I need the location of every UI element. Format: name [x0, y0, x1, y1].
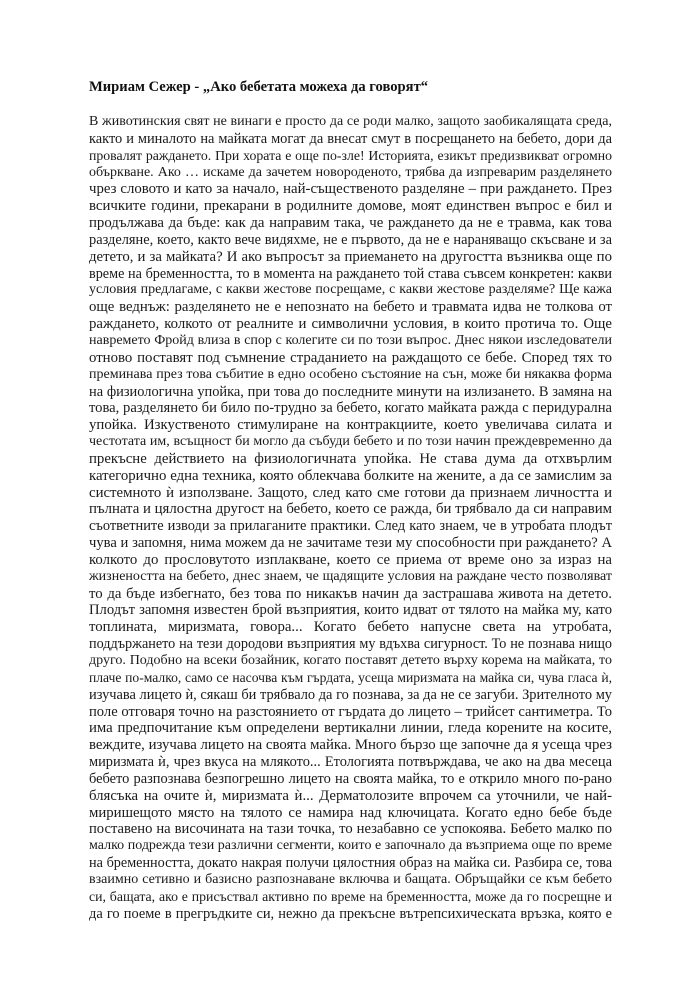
body-text-line: има предпочитание към определени вертикални линии, гледа корените на косите, — [89, 720, 612, 737]
body-text-line: си, бащата, ако е присъствал активно по време на бременността, може да го посрещне и — [89, 888, 612, 904]
body-text-line: Плодът запомня известен брой възприятия, които идват от тялото на майка му, като — [89, 602, 612, 619]
body-text-line: пълната и цялостна другост на бебето, което се ражда, би трябвало да си направим — [89, 501, 612, 518]
body-text-line: веждите, изучава лицето на своята майка. Много бързо ще започне да я усеща чрез — [89, 737, 612, 754]
body-text-line: това, разделянето би било по-трудно за бебето, когато майката ражда с перидурална — [89, 400, 612, 417]
body-text-line: объркване. Ако … искаме да зачетем новороденото, трябва да изпреварим разделянето — [89, 164, 612, 180]
body-text-line: на бременността, докато накрая получи цялостния образ на майка си. Разбира се, това — [89, 855, 612, 872]
body-text-line: миришещото място на тялото се намира над ключицата. Когато едно бебе бъде — [89, 804, 612, 821]
body-text-line: жизнеността на бебето, днес знаем, че щадящите условия на раждане често позволяват — [89, 568, 612, 584]
body-text-line: поле отговаря точно на разстоянието от гърдата до лицето – трийсет сантиметра. То — [89, 703, 612, 720]
body-text-line: бебето разпознава безпогрешно лицето на своята майка, то е открило много по-рано — [89, 770, 612, 787]
body-text-line: В животинския свят не винаги е просто да се роди малко, защото заобикалящата среда, — [89, 114, 612, 129]
body-text-line: категорично една техника, която облекчава болките на жените, а да се замислим за — [89, 467, 612, 484]
body-text-line: съответните изводи за прилаганите практики. След като знаем, че в утробата плодът — [89, 518, 612, 535]
body-text-line: то да бъде избегнато, без това по никакъв начин да застрашава живота на детето. — [89, 585, 612, 602]
body-text-line: раждането, колкото от реалните и символични условия, в които протича то. Още — [89, 316, 612, 333]
body-text-line: изучава лицето ѝ, сякаш би трябвало да го познава, за да не се загуби. Зрителното му — [89, 686, 612, 703]
body-text-line: чува и запомня, нима можем да не зачитаме тези му способности при раждането? А — [89, 535, 612, 552]
body-text-line: миризмата ѝ, чрез вкуса на млякото... Етологията потвърждава, че ако на два месеца — [89, 754, 612, 771]
document-title: Мириам Сежер - „Ако бебетата можеха да говорят“ — [89, 79, 429, 95]
body-text-line: време на бременността, то в момента на раждането той става съвсем конкретен: какви — [89, 265, 612, 282]
body-text-line: както и миналото на майката могат да внесат смут в посрещането на бебето, дори да — [89, 130, 612, 147]
document-body — [89, 114, 612, 923]
body-text-line: на физиологична упойка, при това до последните минути на излизането. В замяна на — [89, 383, 612, 400]
body-text-line: прекъсне действието на физиологичната упойка. Не става дума да отхвърлим — [89, 450, 612, 467]
body-text-line: детето, и за майката? И ако въпросът за приемането на другостта възниква още по — [89, 248, 612, 265]
body-text-line: малко подрежда тези различни сегменти, които е започнало да възприема още по време — [89, 838, 612, 854]
body-text-line: всичките години, прекарани в родилните домове, моят единствен въпрос е бил и — [89, 198, 612, 215]
body-text-line: условия предлагаме, с какви жестове посрещаме, с какви жестове разделяме? Ще кажа — [89, 282, 612, 298]
body-text-line: да го поеме в прегръдките си, нежно да прекъсне вътрепсихическата връзка, която е — [89, 905, 612, 922]
body-text-line: поставено на височината на тази точка, то незабавно се успокоява. Бебето малко по — [89, 821, 612, 838]
body-text-line: разделяне, което, както вече видяхме, не е първото, да не е нараняващо скъсване и за — [89, 231, 612, 248]
body-text-line: чрез словото и като за начало, най-същественото разделяне – при раждането. През — [89, 181, 612, 198]
body-text-line: топлината, миризмата, говора... Когато бебето напусне света на утробата, — [89, 619, 612, 636]
body-text-line: продължава да бъде: как да направим така, че раждането да не е травма, как това — [89, 215, 612, 232]
body-text-line: честотата им, всъщност би могло да събуди бебето и по този начин преждевременно да — [89, 434, 612, 450]
body-text-line: взаимно сетивно и базисно разпознаване включва и бащата. Обръщайки се към бебето — [89, 871, 612, 887]
body-text-line: отново поставят под съмнение страданието на раждащото се бебе. Според тях то — [89, 349, 612, 366]
body-text-line: колкото до прословутото изплакване, което се приема от време оно за израз на — [89, 551, 612, 568]
body-text-line: упойка. Изкуственото стимулиране на контракциите, което увеличава силата и — [89, 417, 612, 434]
body-text-line: блясъка на очите ѝ, миризмата ѝ... Дерматолозите впрочем са уточнили, че най- — [89, 787, 612, 804]
body-text-line: преминава през това събитие в едно особено състояние на сън, може би някаква форма — [89, 366, 612, 382]
body-text-line: навремето Фройд влиза в спор с колегите си по този въпрос. Днес някои изследователи — [89, 332, 612, 348]
body-text-line: провалят раждането. При хората е още по-зле! Историята, езикът предизвикват огромно — [89, 147, 612, 163]
body-text-line: поддържането на тези дородови възприятия му вдъхва сигурност. То не познава нищо — [89, 636, 612, 653]
body-text-line: още веднъж: разделянето не е непознато на бебето и травмата идва не толкова от — [89, 299, 612, 316]
body-text-line: системното ѝ използване. Защото, след като сме готови да признаем личността и — [89, 484, 612, 501]
body-text-line: друго. Подобно на всеки бозайник, когато поставят детето върху корема на майката, то — [89, 653, 612, 668]
body-text-line: плаче по-малко, само се насочва към гърдата, усеща миризмата на майка си, чува гласа ѝ, — [89, 669, 612, 685]
